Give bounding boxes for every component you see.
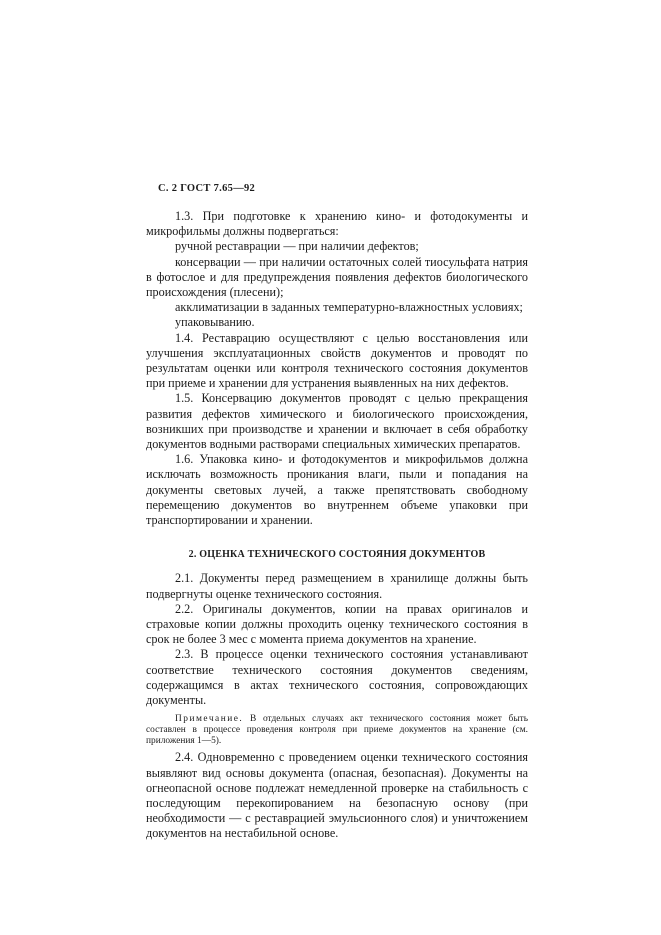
paragraph: 2.2. Оригиналы документов, копии на правах оригиналов и страховые копии должны проходить оценку технического состояния в срок не более 3 мес с момента приема документов на хранение. [146, 601, 528, 647]
note [146, 714, 528, 747]
paragraph: 1.4. Реставрацию осуществляют с целью восстановления или улучшения эксплуатационных свойств документов и проводят по результатам оценки или контроля технического состояния документов при приеме и хранении для устранения выявленных на них дефектов. [146, 330, 528, 391]
note-text: В отдельных случаях акт технического состояния может быть составлен в процессе проведения контроля при приеме документов на хранение (см. приложения 1—5). [146, 714, 528, 747]
paragraph: ручной реставрации — при наличии дефектов; [175, 239, 419, 254]
paragraph: 1.6. Упаковка кино- и фотодокументов и микрофильмов должна исключать возможность проникания влаги, пыли и попадания на документы световых лучей, а также препятствовать свободному перемещению документов во внутреннем объеме упаковки при транспортировании и хранении. [146, 452, 528, 528]
note-label: Примечание. [175, 714, 244, 725]
paragraph: 2.1. Документы перед размещением в хранилище должны быть подвергнуты оценке технического состояния. [146, 571, 528, 601]
page-header: С. 2 ГОСТ 7.65—92 [158, 183, 256, 194]
paragraph: 2.4. Одновременно с проведением оценки технического состояния выявляют вид основы документа (опасная, безопасная). Документы на огнеопасной основе подлежат немедленной проверке на стабильность с последующим перекопированием на безопасную основу (при необходимости — с реставрацией эмульсионного слоя) и уничтожением документов на нестабильной основе. [146, 750, 528, 841]
document-body [146, 209, 528, 842]
paragraph: 2.3. В процессе оценки технического состояния устанавливают соответствие технического состояния документов сведениям, содержащимся в актах технического состояния, сопровождающих документы. [146, 647, 528, 708]
paragraph: акклиматизации в заданных температурно-влажностных условиях; [175, 300, 523, 315]
paragraph: упаковыванию. [175, 315, 255, 330]
paragraph: 1.5. Консервацию документов проводят с целью прекращения развития дефектов химического и биологического происхождения, возникших при производстве и хранении и включает в себя обработку документов водными растворами специальных химических препаратов. [146, 391, 528, 452]
section-heading: 2. ОЦЕНКА ТЕХНИЧЕСКОГО СОСТОЯНИЯ ДОКУМЕНТОВ [188, 549, 486, 561]
paragraph: консервации — при наличии остаточных солей тиосульфата натрия в фотослое и для предупреждения появления дефектов биологического происхождения (плесени); [146, 254, 528, 300]
paragraph: 1.3. При подготовке к хранению кино- и фотодокументы и микрофильмы должны подвергаться: [146, 209, 528, 239]
